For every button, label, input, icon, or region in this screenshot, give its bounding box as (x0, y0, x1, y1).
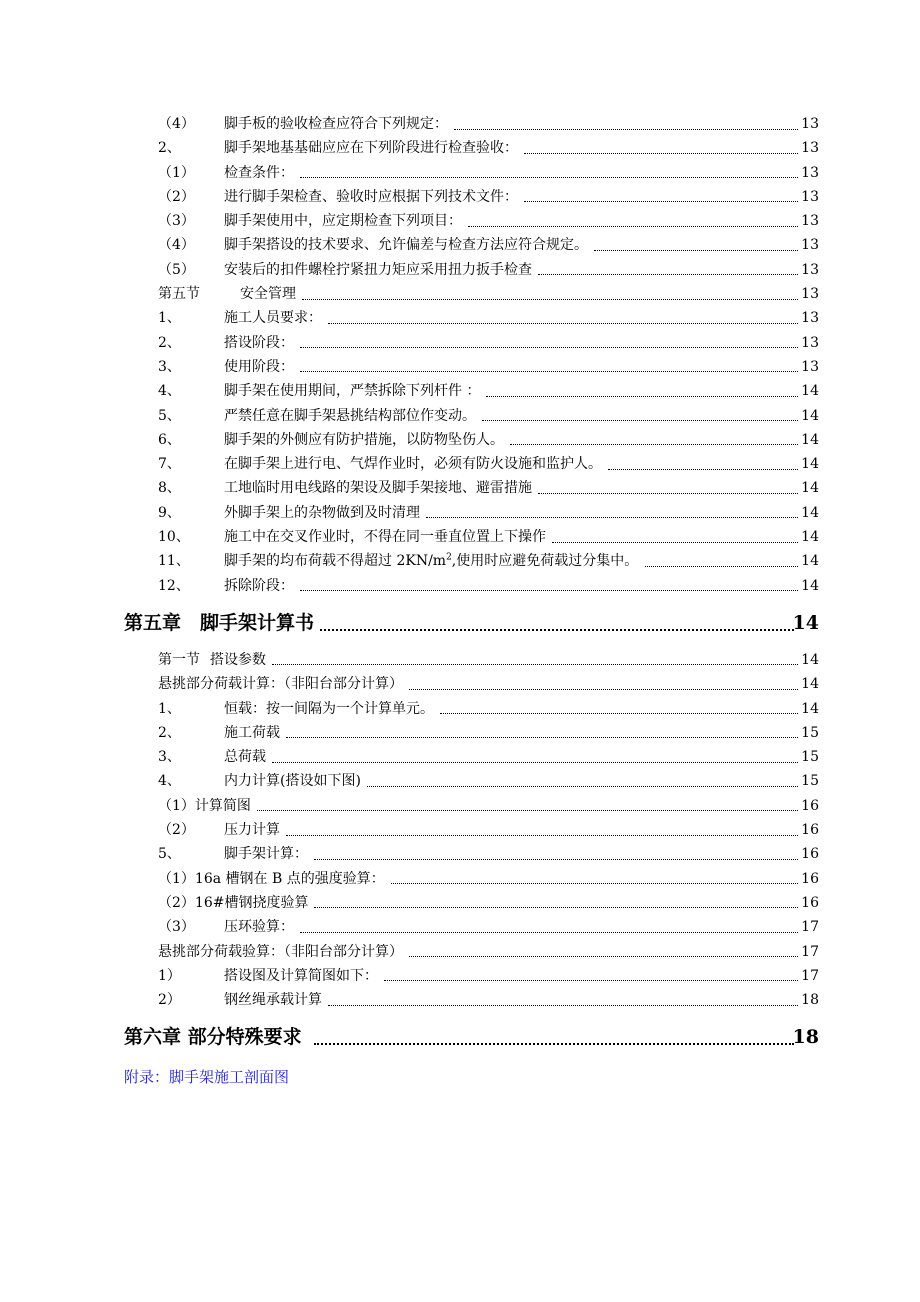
toc-entry-title: 工地临时用电线路的架设及脚手架接地、避雷措施 (224, 480, 532, 497)
toc-leader-dots (286, 835, 798, 836)
toc-entry[interactable] (0, 940, 920, 964)
toc-entry-number: 4、 (158, 383, 181, 400)
toc-leader-dots (440, 713, 798, 714)
toc-leader-dots (300, 177, 798, 178)
toc-page-number: 14 (801, 529, 819, 546)
toc-entry-number: 1） (158, 967, 181, 984)
toc-page-number: 15 (801, 749, 819, 766)
toc-leader-dots (257, 810, 798, 811)
toc-entry-title: 施工中在交叉作业时，不得在同一垂直位置上下操作 (224, 529, 546, 546)
toc-entry-title: 使用阶段： (224, 358, 294, 375)
toc-leader-dots (320, 629, 794, 631)
toc-entry-title-part: ,使用时应避免荷载过分集中。 (451, 553, 639, 570)
toc-leader-dots (454, 129, 798, 130)
toc-leader (270, 648, 800, 672)
toc-chapter-5[interactable] (0, 598, 920, 648)
toc-entry[interactable] (0, 331, 920, 355)
toc-leader-dots (328, 323, 798, 324)
toc-page-number: 18 (792, 1026, 819, 1049)
toc-entry-number: 3、 (158, 358, 181, 375)
toc-entry-number: 8、 (158, 480, 181, 497)
toc-leader-dots (538, 274, 798, 275)
toc-page-number: 13 (801, 237, 819, 254)
toc-entry[interactable] (0, 697, 920, 721)
toc-leader-dots (409, 956, 798, 957)
toc-leader-dots (300, 590, 798, 591)
toc-entry-number: 10、 (158, 529, 190, 546)
toc-entry[interactable] (0, 988, 920, 1012)
toc-entry-number: 7、 (158, 456, 181, 473)
toc-leader (438, 697, 800, 721)
toc-entry-title: 脚手架在使用期间，严禁拆除下列杆件 ： (224, 383, 481, 400)
toc-page-number: 16 (801, 846, 819, 863)
toc-entry-title: 安装后的扣件螺栓拧紧扭力矩应采用扭力扳手检查 (224, 261, 532, 278)
toc-leader-dots (608, 469, 798, 470)
toc-entry-number: 12、 (158, 577, 190, 594)
toc-leader (326, 306, 800, 330)
toc-leader (312, 1012, 796, 1062)
toc-entry[interactable] (0, 185, 920, 209)
toc-entry-title: （1）16a 槽钢在 B 点的强度验算： (158, 870, 385, 887)
toc-leader (606, 452, 800, 476)
toc-leader-dots (482, 420, 798, 421)
toc-entry-number: 3、 (158, 749, 181, 766)
toc-entry-title: 压环验算： (224, 919, 294, 936)
toc-entry-number: 5、 (158, 846, 181, 863)
toc-leader (270, 745, 800, 769)
toc-leader-dots (510, 444, 798, 445)
toc-leader-dots (367, 786, 798, 787)
toc-leader (592, 233, 800, 257)
toc-page-number: 14 (792, 611, 819, 634)
toc-entry[interactable] (0, 161, 920, 185)
toc-entry-number: 1、 (158, 700, 181, 717)
toc-leader (382, 964, 800, 988)
toc-entry[interactable] (0, 525, 920, 549)
toc-entry-title: 悬挑部分荷载验算：（非阳台部分计算） (158, 943, 403, 960)
toc-entry[interactable] (0, 404, 920, 428)
toc-entry-title: 检查条件： (224, 164, 294, 181)
toc-leader (480, 404, 800, 428)
toc-leader (407, 672, 800, 696)
toc-leader (424, 501, 800, 525)
toc-entry-number: 9、 (158, 504, 181, 521)
toc-page-number: 14 (801, 700, 819, 717)
toc-entry-number: （3） (158, 919, 195, 936)
toc-entry-title (224, 549, 638, 573)
toc-page-number: 17 (801, 943, 819, 960)
toc-leader-dots (300, 347, 798, 348)
toc-page-number: 13 (801, 188, 819, 205)
toc-entry[interactable] (0, 672, 920, 696)
toc-leader-dots (538, 493, 798, 494)
toc-leader (452, 112, 800, 136)
toc-entry-title: 恒载：按一间隔为一个计算单元。 (224, 700, 434, 717)
toc-entry-title: 拆除阶段： (224, 577, 294, 594)
toc-leader (536, 258, 800, 282)
toc-chapter-title: 第六章 部分特殊要求 (124, 1026, 302, 1049)
toc-leader-dots (468, 226, 798, 227)
appendix-link[interactable] (0, 1062, 920, 1092)
toc-entry-title: 脚手架计算： (224, 846, 308, 863)
toc-entry-title: 钢丝绳承载计算 (224, 992, 322, 1009)
toc-entry-title: 搭设阶段： (224, 334, 294, 351)
toc-leader-dots (645, 566, 799, 567)
toc-entry[interactable] (0, 964, 920, 988)
toc-entry-title: 施工人员要求： (224, 310, 322, 327)
toc-entry-superscript: 2 (446, 552, 452, 563)
toc-entry-title-part: 脚手架的均布荷载不得超过 2KN/m (224, 553, 447, 570)
toc-leader (298, 161, 800, 185)
toc-chapter-title: 第五章 脚手架计算书 (124, 611, 315, 634)
appendix-title[interactable]: 附录：脚手架施工剖面图 (124, 1068, 290, 1087)
toc-entry[interactable] (0, 452, 920, 476)
toc-entry[interactable] (0, 355, 920, 379)
toc-entry-number: 4、 (158, 773, 181, 790)
toc-leader (284, 818, 800, 842)
toc-leader (298, 331, 800, 355)
toc-entry-title: 安全管理 (240, 286, 296, 303)
toc-leader-dots (594, 250, 798, 251)
toc-leader (466, 209, 800, 233)
toc-entry-title: 在脚手架上进行电、气焊作业时，必须有防火设施和监护人。 (224, 456, 602, 473)
toc-entry[interactable] (0, 233, 920, 257)
toc-entry-number: （4） (158, 237, 195, 254)
toc-entry-title: 搭设参数 (210, 651, 266, 668)
toc-entry-title: 严禁任意在脚手架悬挑结构部位作变动。 (224, 407, 476, 424)
toc-entry[interactable] (0, 818, 920, 842)
toc-entry-number: （5） (158, 261, 195, 278)
toc-page-number: 16 (801, 870, 819, 887)
toc-leader-dots (314, 907, 798, 908)
toc-leader (365, 769, 800, 793)
toc-leader-dots (524, 153, 798, 154)
toc-leader (536, 476, 800, 500)
toc-leader (300, 282, 800, 306)
toc-page-number: 14 (801, 577, 819, 594)
toc-page-number: 13 (801, 116, 819, 132)
toc-page-number: 13 (801, 164, 819, 181)
toc-leader-dots (391, 883, 798, 884)
toc-leader (522, 136, 800, 160)
toc-leader (550, 525, 800, 549)
toc-entry[interactable] (0, 476, 920, 500)
toc-chapter-6[interactable] (0, 1012, 920, 1062)
toc-leader-dots (302, 299, 798, 300)
toc-leader-dots (552, 542, 798, 543)
table-of-contents (0, 112, 920, 1092)
toc-leader (255, 794, 800, 818)
toc-page-number: 13 (801, 261, 819, 278)
toc-leader (312, 891, 800, 915)
toc-leader (312, 842, 800, 866)
toc-leader-dots (286, 737, 798, 738)
toc-leader (407, 940, 800, 964)
toc-page-number: 14 (801, 504, 819, 521)
toc-entry-number: 2、 (158, 140, 181, 157)
toc-entry[interactable] (0, 428, 920, 452)
toc-leader (508, 428, 800, 452)
toc-page-number: 13 (801, 213, 819, 230)
toc-leader-dots (300, 932, 798, 933)
toc-page-number: 13 (801, 358, 819, 375)
toc-leader (298, 915, 800, 939)
toc-page-number: 13 (801, 140, 819, 157)
toc-entry-title: 脚手板的验收检查应符合下列规定： (224, 116, 448, 132)
toc-entry-number: 11、 (158, 553, 190, 570)
toc-leader (298, 574, 800, 598)
toc-entry-title: 脚手架地基基础应应在下列阶段进行检查验收： (224, 140, 518, 157)
toc-entry-title: 进行脚手架检查、验收时应根据下列技术文件： (224, 188, 518, 205)
toc-entry[interactable] (0, 648, 920, 672)
toc-leader-dots (384, 980, 798, 981)
toc-entry[interactable] (0, 574, 920, 598)
toc-entry[interactable] (0, 867, 920, 891)
toc-leader (389, 867, 800, 891)
toc-entry-title: （2）16#槽钢挠度验算 (158, 894, 309, 911)
toc-page-number: 18 (801, 992, 819, 1009)
toc-page-number: 14 (801, 407, 819, 424)
toc-leader-dots (524, 201, 798, 202)
toc-page-number: 14 (801, 383, 819, 400)
toc-entry[interactable] (0, 209, 920, 233)
toc-entry-number: （4） (158, 116, 195, 132)
toc-leader (284, 721, 800, 745)
toc-page-number: 17 (801, 919, 819, 936)
toc-leader (326, 988, 800, 1012)
toc-entry[interactable] (0, 112, 920, 136)
toc-page-number: 14 (801, 456, 819, 473)
toc-leader-dots (314, 859, 798, 860)
toc-entry[interactable] (0, 769, 920, 793)
toc-entry[interactable] (0, 891, 920, 915)
toc-leader-dots (272, 762, 798, 763)
toc-entry-number: 2、 (158, 334, 181, 351)
toc-page-number: 14 (801, 480, 819, 497)
toc-entry-title: 总荷载 (224, 749, 266, 766)
toc-page-number: 16 (801, 797, 819, 814)
toc-entry[interactable] (0, 915, 920, 939)
toc-leader-dots (300, 371, 798, 372)
toc-entry-title: 压力计算 (224, 822, 280, 839)
toc-entry[interactable] (0, 721, 920, 745)
toc-entry[interactable] (0, 306, 920, 330)
toc-entry-title: 脚手架的外侧应有防护措施，以防物坠伤人。 (224, 431, 504, 448)
toc-entry-number: 第五节 (158, 286, 200, 303)
toc-page-number: 14 (801, 651, 819, 668)
toc-entry-title: 内力计算(搭设如下图) (224, 773, 361, 790)
toc-entry-number: 2、 (158, 724, 181, 741)
toc-entry-title: 外脚手架上的杂物做到及时清理 (224, 504, 420, 521)
toc-page-number: 15 (801, 773, 819, 790)
toc-leader (298, 355, 800, 379)
toc-entry[interactable] (0, 842, 920, 866)
toc-leader (522, 185, 800, 209)
toc-entry-title: 施工荷载 (224, 724, 280, 741)
toc-entry-title: （1）计算简图 (158, 797, 251, 814)
toc-page-number: 14 (801, 431, 819, 448)
toc-entry[interactable] (0, 379, 920, 403)
toc-leader (643, 549, 801, 573)
toc-page-number: 13 (801, 334, 819, 351)
toc-entry-title: 脚手架使用中，应定期检查下列项目： (224, 213, 462, 230)
toc-entry-number: 2） (158, 992, 181, 1009)
toc-entry-number: 6、 (158, 431, 181, 448)
toc-entry[interactable] (0, 136, 920, 160)
toc-page-number: 16 (801, 822, 819, 839)
toc-page-number: 14 (801, 676, 819, 693)
toc-leader-dots (272, 664, 798, 665)
toc-entry[interactable] (0, 501, 920, 525)
toc-entry-number: （2） (158, 188, 195, 205)
toc-entry-number: 第一节 (158, 651, 200, 668)
toc-leader-dots (426, 517, 798, 518)
toc-entry-title: 搭设图及计算简图如下： (224, 967, 378, 984)
toc-page-number: 15 (801, 724, 819, 741)
toc-leader (484, 379, 800, 403)
toc-entry-number: （3） (158, 213, 195, 230)
toc-entry[interactable] (0, 549, 920, 573)
toc-entry[interactable] (0, 282, 920, 306)
toc-entry[interactable] (0, 745, 920, 769)
toc-entry[interactable] (0, 258, 920, 282)
toc-leader-dots (486, 396, 798, 397)
toc-leader-dots (409, 689, 798, 690)
toc-page-number: 17 (801, 967, 819, 984)
toc-entry[interactable] (0, 794, 920, 818)
toc-entry-number: 5、 (158, 407, 181, 424)
toc-entry-number: 1、 (158, 310, 181, 327)
toc-entry-title: 悬挑部分荷载计算：（非阳台部分计算） (158, 676, 403, 693)
toc-leader-dots (314, 1043, 794, 1045)
toc-page-number: 13 (801, 286, 819, 303)
toc-entry-title: 脚手架搭设的技术要求、允许偏差与检查方法应符合规定。 (224, 237, 588, 254)
toc-page-number: 16 (801, 894, 819, 911)
toc-entry-number: （2） (158, 822, 195, 839)
toc-leader (318, 598, 796, 648)
toc-leader-dots (328, 1005, 798, 1006)
toc-page-number: 13 (801, 310, 819, 327)
toc-entry-number: （1） (158, 164, 195, 181)
toc-page-number: 14 (801, 553, 819, 570)
